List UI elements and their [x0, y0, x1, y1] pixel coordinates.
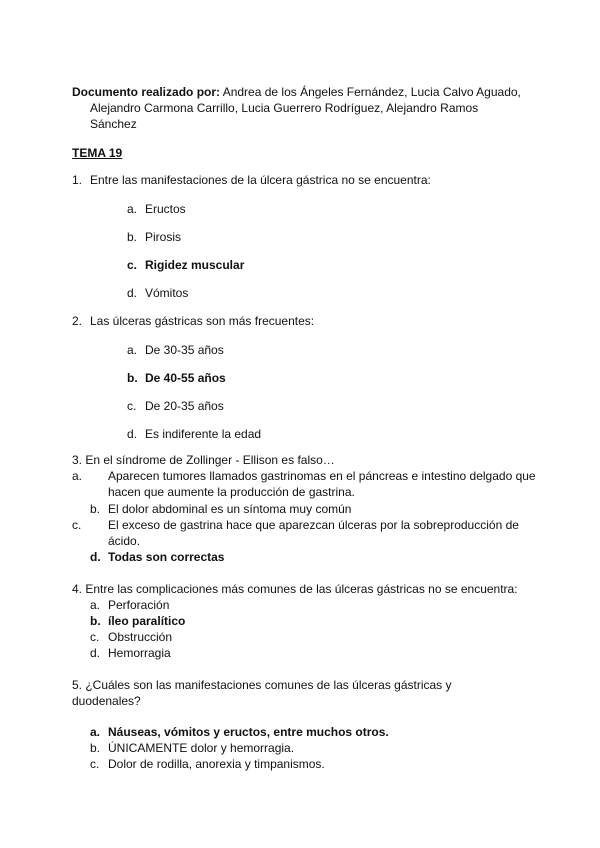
option-3c: c. El exceso de gastrina hace que aparezcan úlceras por la sobreproducción de ácido.: [72, 518, 519, 548]
option-3b: b. El dolor abdominal es un síntoma muy común: [90, 502, 352, 516]
authors-names-line3: Sánchez: [90, 117, 137, 131]
option-4c: c. Obstrucción: [90, 630, 173, 644]
question-5: [72, 677, 472, 709]
question-3: [72, 452, 532, 468]
question-number: 1.: [72, 173, 83, 187]
option-2d: d. Es indiferente la edad: [127, 427, 262, 441]
option-3d-correct: d. Todas son correctas: [90, 550, 225, 564]
question-text: 4. Entre las complicaciones más comunes de las úlceras gástricas no se encuentra:: [72, 582, 518, 596]
question-number: 2.: [72, 314, 83, 328]
option-1a: a. Eructos: [127, 202, 186, 216]
option-4b-correct: b. íleo paralítico: [90, 614, 186, 628]
option-4a: a. Perforación: [90, 598, 170, 612]
question-text: Las úlceras gástricas son más frecuentes:: [90, 314, 315, 328]
question-text: 5. ¿Cuáles son las manifestaciones comunes de las úlceras gástricas y duodenales?: [72, 678, 452, 708]
authors-block: [72, 84, 532, 132]
option-5b: b. ÚNICAMENTE dolor y hemorragia.: [90, 741, 295, 755]
authors-names-line2: Alejandro Carmona Carrillo, Lucia Guerrero Rodríguez, Alejandro Ramos: [90, 101, 479, 115]
question-4: [72, 581, 532, 597]
authors-names-line1: Andrea de los Ángeles Fernández, Lucia Calvo Aguado,: [220, 85, 521, 99]
option-2a: a. De 30-35 años: [127, 343, 224, 357]
option-1b: b. Pirosis: [127, 230, 182, 244]
question-text: Entre las manifestaciones de la úlcera gástrica no se encuentra:: [90, 173, 431, 187]
option-1c-correct: c. Rigidez muscular: [127, 258, 245, 272]
section-title: TEMA 19: [72, 146, 123, 160]
option-5a-correct: a. Náuseas, vómitos y eructos, entre muchos otros.: [90, 725, 389, 739]
option-2c: c. De 20-35 años: [127, 399, 224, 413]
option-4d: d. Hemorragia: [90, 646, 171, 660]
authors-label: Documento realizado por:: [72, 85, 221, 99]
question-text: 3. En el síndrome de Zollinger - Ellison es falso…: [72, 453, 335, 467]
question-1: [72, 172, 532, 188]
option-5c: c. Dolor de rodilla, anorexia y timpanismos.: [90, 757, 325, 771]
option-3a: a. Aparecen tumores llamados gastrinomas en el páncreas e intestino delgado que hacen que aumente la producción de gastrina.: [72, 469, 536, 499]
question-2: [72, 313, 532, 329]
option-2b-correct: b. De 40-55 años: [127, 371, 226, 385]
option-1d: d. Vómitos: [127, 286, 189, 300]
